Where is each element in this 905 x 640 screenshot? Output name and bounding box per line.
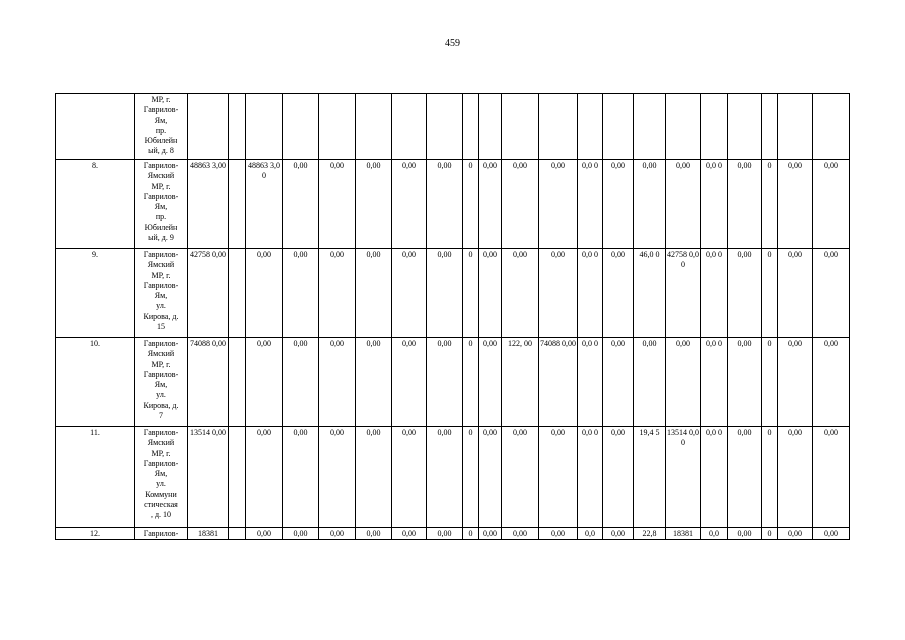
value-cell: 0,00 bbox=[392, 249, 427, 338]
register-table bbox=[55, 93, 850, 540]
value-cell: 0,00 bbox=[427, 338, 463, 427]
address-line: пр. bbox=[155, 212, 167, 222]
value-cell: 0,00 bbox=[666, 338, 701, 427]
address-line: ул. bbox=[156, 301, 166, 311]
table-row bbox=[56, 160, 850, 249]
value-cell bbox=[229, 249, 246, 338]
address-line: Ямский bbox=[147, 438, 175, 448]
row-number-cell: 12. bbox=[56, 528, 135, 540]
value-cell bbox=[246, 94, 283, 160]
value-cell: 0,00 bbox=[813, 249, 850, 338]
value-cell bbox=[188, 94, 229, 160]
value-cell: 0,00 bbox=[283, 160, 319, 249]
value-cell: 0,00 bbox=[392, 528, 427, 540]
address-line: Гаврилов- bbox=[143, 339, 179, 348]
value-cell: 0 bbox=[463, 338, 479, 427]
value-cell bbox=[229, 94, 246, 160]
value-cell: 0,00 bbox=[502, 160, 539, 249]
value-cell: 0,00 bbox=[356, 528, 392, 540]
value-cell: 42758 0,00 bbox=[666, 249, 701, 338]
value-cell: 0,00 bbox=[427, 160, 463, 249]
value-cell bbox=[778, 94, 813, 160]
address-line: Гаврилов- bbox=[143, 529, 179, 538]
address-line: 7 bbox=[159, 411, 163, 421]
value-cell: 0 bbox=[762, 427, 778, 528]
value-cell bbox=[229, 338, 246, 427]
value-cell bbox=[578, 94, 603, 160]
value-cell: 0 bbox=[762, 338, 778, 427]
value-cell: 0,00 bbox=[539, 528, 578, 540]
value-cell: 0,00 bbox=[246, 528, 283, 540]
table-row bbox=[56, 249, 850, 338]
value-cell: 0,00 bbox=[356, 427, 392, 528]
value-cell: 0,0 bbox=[578, 528, 603, 540]
value-cell: 0 bbox=[762, 160, 778, 249]
value-cell: 0 bbox=[463, 528, 479, 540]
value-cell: 0,0 0 bbox=[578, 249, 603, 338]
value-cell bbox=[392, 94, 427, 160]
value-cell: 22,8 bbox=[634, 528, 666, 540]
table-row bbox=[56, 528, 850, 540]
value-cell: 19,4 5 bbox=[634, 427, 666, 528]
value-cell: 0,00 bbox=[603, 249, 634, 338]
value-cell: 0,00 bbox=[666, 160, 701, 249]
address-line: Гаврилов- bbox=[143, 458, 179, 468]
value-cell bbox=[762, 94, 778, 160]
address-line: Ямский bbox=[147, 171, 175, 181]
address-line: Гаврилов- bbox=[143, 191, 179, 201]
value-cell: 0,00 bbox=[603, 160, 634, 249]
value-cell: 0,00 bbox=[319, 528, 356, 540]
row-number-cell bbox=[56, 94, 135, 160]
value-cell: 0,0 0 bbox=[701, 338, 728, 427]
value-cell: 0,00 bbox=[813, 160, 850, 249]
value-cell bbox=[539, 94, 578, 160]
address-line: 15 bbox=[157, 322, 165, 332]
value-cell: 0,0 0 bbox=[578, 160, 603, 249]
value-cell: 0,00 bbox=[319, 427, 356, 528]
value-cell: 122, 00 bbox=[502, 338, 539, 427]
address-line: Ямский bbox=[147, 260, 175, 270]
value-cell bbox=[229, 528, 246, 540]
value-cell: 0,00 bbox=[319, 249, 356, 338]
value-cell: 0,0 0 bbox=[578, 427, 603, 528]
value-cell: 0,00 bbox=[356, 338, 392, 427]
value-cell: 0,0 0 bbox=[578, 338, 603, 427]
address-line: , д. 10 bbox=[150, 510, 172, 520]
address-line: пр. bbox=[155, 125, 167, 135]
value-cell: 0,00 bbox=[392, 427, 427, 528]
address-line: Гаврилов- bbox=[143, 105, 179, 115]
value-cell bbox=[728, 94, 762, 160]
address-line: МР, г. bbox=[151, 95, 171, 104]
value-cell: 0,00 bbox=[479, 249, 502, 338]
address-line: Ямский bbox=[147, 349, 175, 359]
value-cell: 0,00 bbox=[479, 427, 502, 528]
value-cell: 0,0 0 bbox=[701, 160, 728, 249]
value-cell: 0,00 bbox=[427, 427, 463, 528]
value-cell: 0,00 bbox=[319, 160, 356, 249]
value-cell: 0,00 bbox=[539, 160, 578, 249]
row-number-cell: 11. bbox=[56, 427, 135, 528]
value-cell: 0,00 bbox=[778, 427, 813, 528]
address-line: МР, г. bbox=[151, 448, 171, 458]
value-cell bbox=[356, 94, 392, 160]
value-cell bbox=[463, 94, 479, 160]
value-cell: 0 bbox=[762, 249, 778, 338]
value-cell: 0,00 bbox=[539, 249, 578, 338]
table-row bbox=[56, 94, 850, 160]
value-cell: 0,00 bbox=[778, 338, 813, 427]
row-number-cell: 10. bbox=[56, 338, 135, 427]
value-cell: 0,00 bbox=[813, 427, 850, 528]
value-cell: 0,00 bbox=[603, 338, 634, 427]
address-cell bbox=[135, 160, 188, 249]
address-line: Ям, bbox=[154, 469, 168, 479]
value-cell: 0,00 bbox=[283, 338, 319, 427]
value-cell: 0,00 bbox=[319, 338, 356, 427]
address-line: МР, г. bbox=[151, 359, 171, 369]
address-line: стическая bbox=[144, 500, 178, 510]
value-cell: 0,00 bbox=[479, 528, 502, 540]
value-cell: 0,00 bbox=[246, 249, 283, 338]
value-cell: 46,0 0 bbox=[634, 249, 666, 338]
value-cell: 0,0 0 bbox=[701, 249, 728, 338]
value-cell: 13514 0,00 bbox=[188, 427, 229, 528]
table-row bbox=[56, 427, 850, 528]
value-cell: 0,00 bbox=[603, 427, 634, 528]
value-cell: 0,00 bbox=[392, 338, 427, 427]
value-cell bbox=[427, 94, 463, 160]
value-cell: 0,00 bbox=[479, 160, 502, 249]
value-cell: 0,00 bbox=[813, 528, 850, 540]
value-cell: 13514 0,00 bbox=[666, 427, 701, 528]
value-cell bbox=[319, 94, 356, 160]
value-cell: 48863 3,00 bbox=[246, 160, 283, 249]
value-cell: 0,00 bbox=[392, 160, 427, 249]
value-cell: 0,00 bbox=[603, 528, 634, 540]
value-cell: 0,00 bbox=[634, 160, 666, 249]
address-line: МР, г. bbox=[151, 181, 171, 191]
address-line: Гаврилов- bbox=[143, 369, 179, 379]
value-cell bbox=[634, 94, 666, 160]
value-cell: 0,00 bbox=[427, 249, 463, 338]
value-cell: 0,00 bbox=[728, 338, 762, 427]
address-line: Ям, bbox=[154, 291, 168, 301]
value-cell: 0,00 bbox=[728, 427, 762, 528]
value-cell: 0,00 bbox=[728, 528, 762, 540]
row-number-cell: 8. bbox=[56, 160, 135, 249]
value-cell: 18381 bbox=[188, 528, 229, 540]
value-cell: 0,0 bbox=[701, 528, 728, 540]
value-cell: 0,00 bbox=[728, 249, 762, 338]
page-number: 459 bbox=[445, 38, 460, 49]
address-line: Юбилейн bbox=[144, 136, 178, 146]
value-cell: 0,00 bbox=[356, 160, 392, 249]
value-cell: 0,00 bbox=[479, 338, 502, 427]
value-cell: 0,00 bbox=[246, 427, 283, 528]
address-cell bbox=[135, 94, 188, 160]
value-cell: 42758 0,00 bbox=[188, 249, 229, 338]
address-line: Кирова, д. bbox=[143, 311, 179, 321]
address-line: Ям, bbox=[154, 115, 168, 125]
address-line: Гаврилов- bbox=[143, 428, 179, 437]
value-cell bbox=[603, 94, 634, 160]
value-cell: 48863 3,00 bbox=[188, 160, 229, 249]
value-cell: 0,00 bbox=[283, 427, 319, 528]
value-cell bbox=[283, 94, 319, 160]
address-line: МР, г. bbox=[151, 270, 171, 280]
address-line: Гаврилов- bbox=[143, 161, 179, 170]
address-line: ый, д. 9 bbox=[148, 233, 174, 243]
value-cell: 0,00 bbox=[283, 249, 319, 338]
address-cell bbox=[135, 427, 188, 528]
value-cell: 0,00 bbox=[246, 338, 283, 427]
value-cell: 0,00 bbox=[502, 249, 539, 338]
value-cell: 18381 bbox=[666, 528, 701, 540]
value-cell: 0,00 bbox=[778, 160, 813, 249]
value-cell: 0,00 bbox=[539, 427, 578, 528]
value-cell: 0 bbox=[463, 160, 479, 249]
address-line: Гаврилов- bbox=[143, 250, 179, 259]
value-cell: 0 bbox=[762, 528, 778, 540]
address-line: Коммуни bbox=[145, 489, 177, 499]
value-cell: 0,00 bbox=[813, 338, 850, 427]
value-cell bbox=[701, 94, 728, 160]
address-line: ул. bbox=[156, 479, 166, 489]
value-cell: 74088 0,00 bbox=[188, 338, 229, 427]
value-cell: 0,00 bbox=[502, 528, 539, 540]
value-cell: 0,00 bbox=[427, 528, 463, 540]
table-row bbox=[56, 338, 850, 427]
address-line: Гаврилов- bbox=[143, 280, 179, 290]
value-cell bbox=[813, 94, 850, 160]
value-cell: 0,00 bbox=[728, 160, 762, 249]
address-line: Ям, bbox=[154, 380, 168, 390]
value-cell bbox=[229, 427, 246, 528]
value-cell bbox=[666, 94, 701, 160]
value-cell bbox=[502, 94, 539, 160]
value-cell: 0 bbox=[463, 427, 479, 528]
address-line: ый, д. 8 bbox=[148, 146, 174, 156]
address-cell bbox=[135, 338, 188, 427]
value-cell bbox=[229, 160, 246, 249]
value-cell: 0,00 bbox=[356, 249, 392, 338]
address-cell bbox=[135, 249, 188, 338]
address-line: Ям, bbox=[154, 202, 168, 212]
value-cell: 0 bbox=[463, 249, 479, 338]
row-number-cell: 9. bbox=[56, 249, 135, 338]
address-line: Кирова, д. bbox=[143, 400, 179, 410]
value-cell: 74088 0,00 bbox=[539, 338, 578, 427]
value-cell: 0,00 bbox=[778, 249, 813, 338]
address-line: Юбилейн bbox=[144, 222, 178, 232]
value-cell bbox=[479, 94, 502, 160]
address-cell bbox=[135, 528, 188, 540]
value-cell: 0,00 bbox=[778, 528, 813, 540]
address-line: ул. bbox=[156, 390, 166, 400]
value-cell: 0,00 bbox=[634, 338, 666, 427]
value-cell: 0,00 bbox=[283, 528, 319, 540]
value-cell: 0,00 bbox=[502, 427, 539, 528]
value-cell: 0,0 0 bbox=[701, 427, 728, 528]
